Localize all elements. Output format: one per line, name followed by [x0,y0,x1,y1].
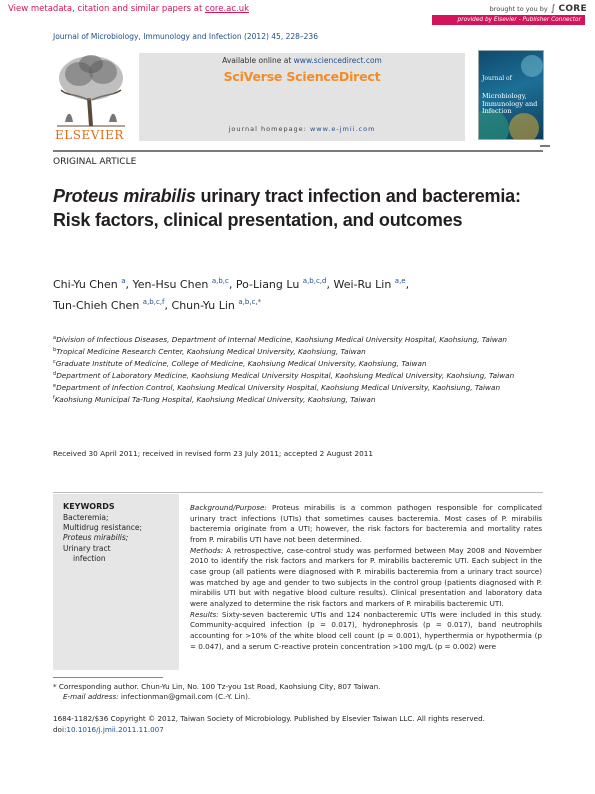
cover-title-small: Journal of [482,75,512,82]
sciencedirect-box [139,53,465,141]
received-dates: Received 30 April 2011; received in revised form 23 July 2011; accepted 2 August 2011 [53,449,374,458]
author-list [53,273,523,314]
journal-citation[interactable]: Journal of Microbiology, Immunology and Infection (2012) 45, 228–236 [53,32,318,41]
affiliation-key: b [53,347,57,353]
affiliation-key: f [53,395,55,401]
corresponding-footnote [53,682,543,702]
author-affiliation-marker: a,b,c,d [302,277,327,285]
author-separator: , [326,278,334,291]
doi-link[interactable]: 10.1016/j.jmii.2011.11.007 [66,724,164,734]
affiliation-item [53,333,543,345]
cover-title-large: Microbiology, Immunology and Infection [482,92,538,115]
available-online: Available online at www.sciencedirect.com [222,56,382,65]
masthead [53,50,543,146]
affiliation-item [53,393,543,405]
elsevier-logo [53,50,129,142]
article-title [53,184,523,232]
core-logo-icon: ∫ [550,4,556,14]
affiliation-text: Tropical Medicine Research Center, Kaohsiung Medical University, Kaohsiung, Taiwan [56,347,366,356]
copyright-block [53,714,543,735]
keyword-item: Multidrug resistance; [63,523,143,533]
affiliation-item [53,369,543,381]
keyword-item: infection [73,553,106,563]
author-name[interactable]: Yen-Hsu Chen [132,278,212,291]
abstract-text: Sixty-seven bacteremic UTIs and 124 nonbacteremic UTIs were included in this study. Community-acquired infection (p = 0.017), hydronephrosis (p = 0.017), band neutrophils accounting for >10% of the white blood cell count (p = 0.001), hyperthermia or hypothermia (p = 0.047), and a serum C-reactive protein concentration >100 mg/L (p = 0.002) were [190,609,542,651]
keywords-box [53,494,179,670]
author-name[interactable]: Chun-Yu Lin [171,298,239,312]
header-rule-tick [540,145,550,151]
affiliation-key: d [53,371,57,377]
journal-cover-image [478,50,544,140]
author-affiliation-marker: a,b,c,f [142,297,165,306]
title-rest: urinary tract infection and bacteremia: Risk factors, clinical presentation, and outcomes [53,186,521,230]
provided-by-badge: provided by Elsevier - Publisher Connector [432,15,585,25]
keyword-item: Proteus mirabilis; [63,533,129,543]
core-banner [0,0,595,28]
journal-homepage: journal homepage: www.e-jmii.com [228,125,376,133]
abstract-rule [53,492,543,493]
article-type: ORIGINAL ARTICLE [53,157,137,167]
sciverse-sciencedirect-logo: SciVerse ScienceDirect [223,69,381,84]
abstract-label: Methods: [190,545,224,555]
doi-label: doi: [53,724,67,734]
email-line [53,692,543,702]
brought-by-text: brought to you by [489,5,548,13]
corresponding-author: * Corresponding author. Chun-Yu Lin, No. 100 Tz-you 1st Road, Kaohsiung City, 807 Taiwan. [53,682,381,691]
affiliation-key: c [53,359,56,365]
affiliation-text: Department of Infection Control, Kaohsiung Medical University Hospital, Kaohsiung Medical University, Kaohsiung, Taiwan [56,383,501,392]
author-separator: , [405,278,410,291]
affiliation-list [53,333,543,405]
homepage-link[interactable]: www.e-jmii.com [309,125,376,133]
abstract-results [190,610,542,653]
abstract-label: Background/Purpose: [190,503,267,512]
email-address[interactable]: infectionman@gmail.com (C.-Y. Lin). [118,692,251,701]
author-name[interactable]: Tun-Chieh Chen [53,298,143,312]
author-affiliation-marker: a,b,c,* [238,297,262,306]
author-affiliation-marker: a,b,c [211,277,229,285]
affiliation-key: a [53,335,57,341]
footnote-rule [53,677,163,678]
affiliation-item [53,345,543,357]
author-affiliation-marker: a,e [394,277,406,285]
affiliation-text: Kaohsiung Municipal Ta-Tung Hospital, Kaohsiung Medical University, Kaohsiung, Taiwan [54,395,376,404]
author-name[interactable]: Chi-Yu Chen [53,278,122,291]
sciencedirect-link[interactable]: www.sciencedirect.com [293,56,382,65]
header-rule [53,150,543,152]
keywords-title: KEYWORDS [63,502,115,511]
core-metadata-link[interactable]: View metadata, citation and similar papers at core.ac.uk [8,4,250,14]
copyright-line: 1684-1182/$36 Copyright © 2012, Taiwan Society of Microbiology. Published by Elsevier Taiwan LLC. All rights reserved. [53,714,485,723]
abstract-background [190,503,542,546]
affiliation-item [53,381,543,393]
affiliation-text: Division of Infectious Diseases, Department of Internal Medicine, Kaohsiung Medical University Hospital, Kaohsiung, Taiwan [56,335,507,344]
author-name[interactable]: Wei-Ru Lin [333,278,395,291]
author-separator: , [228,278,236,291]
elsevier-tree-icon [53,50,129,128]
affiliation-item [53,357,543,369]
publisher-wordmark: ELSEVIER [55,128,124,142]
abstract-text: Proteus mirabilis is a common pathogen responsible for complicated urinary tract infections (UTIs) that sometimes causes bacteremia. Most cases of P. mirabilis bacteremia originate from a UTI; however, the risk factors for bacteremia and mortality rates from P. mirabilis UTI have not been determined. [190,503,542,544]
author-separator: , [164,298,172,312]
affiliation-key: e [53,383,57,389]
email-label: E-mail address: [63,692,119,701]
title-italic: Proteus mirabilis [53,186,196,206]
author-affiliation-marker: a [121,277,126,285]
author-separator: , [125,278,133,291]
abstract-label: Results: [190,609,219,619]
affiliation-text: Department of Laboratory Medicine, Kaohsiung Medical University Hospital, Kaohsiung Medical University, Kaohsiung, Taiwan [56,371,515,380]
abstract [190,503,542,652]
affiliation-text: Graduate Institute of Medicine, College of Medicine, Kaohsiung Medical University, Kaohsiung, Taiwan [55,359,427,368]
abstract-text: A retrospective, case-control study was performed between May 2008 and November 2010 to identify the risk factors and markers for P. mirabilis bacteremic UTI. Each subject in the case group (all patients were diagnosed with P. mirabilis bacteremia from a urinary tract source) was matched by age and gender to two subjects in the control group (patients diagnosed with P. mirabilis UTI but with negative blood culture results). Clinical presentation and laboratory data were analyzed to determine the risk factors and markers of P. mirabilis bacteremic UTI. [190,545,542,608]
keyword-item: Bacteremia; [63,513,109,522]
doi-line [53,725,543,736]
abstract-methods [190,546,542,610]
core-brought-by[interactable] [490,4,587,14]
core-logo-text: CORE [558,4,587,14]
author-name[interactable]: Po-Liang Lu [235,278,303,291]
keyword-item: Urinary tract [63,543,111,553]
